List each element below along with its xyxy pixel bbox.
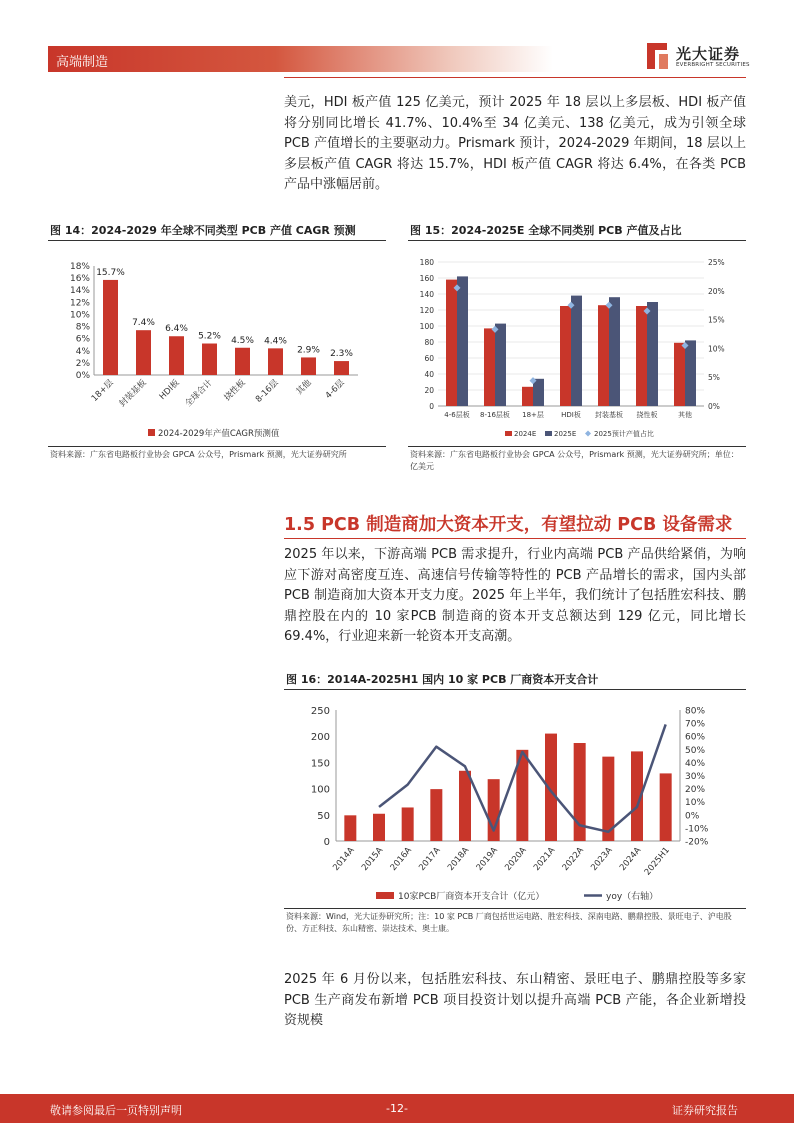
fig14-data-label: 15.7% bbox=[96, 267, 125, 278]
fig14-source: 资料来源：广东省电路板行业协会 GPCA 公众号，Prismark 预测，光大证券研究所 bbox=[50, 450, 347, 459]
fig15-y-tick-label: 0 bbox=[429, 402, 434, 411]
fig14-data-label: 5.2% bbox=[198, 331, 221, 342]
fig15-bar-2025e bbox=[495, 324, 506, 406]
fig14-bar bbox=[169, 336, 184, 375]
fig15-chart bbox=[408, 246, 748, 446]
fig16-y-tick-label: 250 bbox=[310, 706, 330, 717]
fig16-bar bbox=[430, 789, 442, 841]
fig16-x-tick-label: 2020A bbox=[503, 845, 529, 873]
fig16-y2-tick-label: 70% bbox=[685, 719, 706, 730]
fig15-bottom-rule bbox=[408, 446, 746, 447]
fig16-x-tick-label: 2015A bbox=[359, 845, 386, 873]
fig15-x-tick-label: 8-16层板 bbox=[480, 411, 510, 419]
fig16-chart bbox=[284, 694, 746, 908]
fig15-bar-2024e bbox=[636, 306, 647, 406]
fig14-y-tick-label: 16% bbox=[69, 274, 90, 285]
fig15-legend-swatch-share bbox=[585, 431, 591, 437]
fig15-x-tick-label: 挠性板 bbox=[636, 411, 658, 419]
fig15-y-tick-label: 160 bbox=[419, 274, 434, 283]
footer-disclaimer: 敬请参阅最后一页特别声明 bbox=[50, 1104, 182, 1117]
fig15-x-tick-label: 18+层 bbox=[522, 411, 544, 419]
fig15-y-tick-label: 100 bbox=[419, 322, 434, 331]
fig16-bottom-rule bbox=[284, 908, 746, 909]
fig16-x-tick-label: 2016A bbox=[388, 845, 414, 873]
header-bar bbox=[48, 46, 553, 72]
fig15-y-tick-label: 20 bbox=[424, 386, 434, 395]
fig14-x-tick-label: 18+层 bbox=[89, 378, 116, 404]
fig14-title: 图 14：2024-2029 年全球不同类型 PCB 产值 CAGR 预测 bbox=[50, 224, 356, 237]
logo-text-cn: 光大证券 bbox=[676, 45, 741, 63]
fig15-x-tick-label: HDI板 bbox=[561, 411, 581, 419]
fig16-title: 图 16：2014A-2025H1 国内 10 家 PCB 厂商资本开支合计 bbox=[286, 673, 599, 686]
fig15-bar-2025e bbox=[609, 297, 620, 406]
fig16-bar bbox=[373, 814, 385, 841]
fig16-y-tick-label: 100 bbox=[310, 784, 330, 796]
fig14-data-label: 4.4% bbox=[264, 336, 287, 347]
fig15-y2-tick-label: 0% bbox=[708, 402, 720, 411]
fig16-source: 资料来源：Wind，光大证券研究所；注：10 家 PCB 厂商包括世运电路、胜宏科技、深南电路、鹏鼎控股、景旺电子、沪电股份、方正科技、东山精密、崇达技术、奥士康。 bbox=[286, 912, 732, 933]
fig16-y-tick-label: 150 bbox=[310, 758, 330, 770]
fig15-y2-tick-label: 15% bbox=[708, 315, 725, 325]
fig15-top-rule bbox=[408, 240, 746, 241]
fig16-y2-tick-label: 0% bbox=[685, 811, 700, 822]
intro-paragraph: 美元，HDI 板产值 125 亿美元，预计 2025 年 18 层以上多层板、HDI 板产值将分别同比增长 41.7%、10.4%至 34 亿美元、138 亿美元，成为引领全球 PCB 产值增长的主要驱动力。Prismark 预计，2024-2029 年期间，18 层以上多层板产值 CAGR 将达 15.7%，HDI 板产值 CAGR 将达 6.4%，在各类 PCB 产品中涨幅居前。 bbox=[284, 95, 746, 192]
fig14-x-tick-label: 其他 bbox=[294, 378, 314, 398]
fig14-bar bbox=[301, 357, 316, 375]
fig15-bar-2025e bbox=[647, 302, 658, 406]
fig14-x-tick-label: 8-16层 bbox=[253, 378, 281, 405]
fig16-x-tick-label: 2024A bbox=[617, 845, 644, 873]
fig15-y2-tick-label: 10% bbox=[708, 344, 725, 354]
fig14-bottom-rule bbox=[48, 446, 386, 447]
footer-report-type: 证券研究报告 bbox=[672, 1104, 738, 1117]
fig16-y2-tick-label: 10% bbox=[685, 798, 706, 809]
fig16-bar bbox=[402, 807, 414, 841]
fig16-y-tick-label: 50 bbox=[317, 810, 330, 822]
fig15-y-tick-label: 40 bbox=[424, 370, 434, 379]
fig14-y-tick-label: 0% bbox=[75, 371, 90, 381]
brand-logo bbox=[644, 40, 754, 76]
fig15-bar-2025e bbox=[685, 340, 696, 406]
fig16-top-rule bbox=[284, 689, 746, 690]
header-rule bbox=[284, 77, 746, 78]
fig15-bar-2024e bbox=[522, 387, 533, 406]
fig15-bar-2025e bbox=[533, 379, 544, 406]
fig16-x-tick-label: 2017A bbox=[417, 845, 443, 873]
fig14-legend-swatch bbox=[148, 429, 155, 436]
fig14-y-tick-label: 6% bbox=[75, 334, 90, 345]
fig16-y2-tick-label: 40% bbox=[685, 758, 706, 769]
fig14-y-tick-label: 18% bbox=[69, 262, 90, 272]
fig14-x-tick-label: 挠性板 bbox=[222, 378, 248, 404]
fig15-y-tick-label: 140 bbox=[419, 290, 434, 299]
fig15-legend-label-share: 2025预计产值占比 bbox=[594, 430, 654, 438]
fig16-y-tick-label: 0 bbox=[323, 837, 330, 848]
fig14-bar bbox=[235, 348, 250, 375]
fig16-x-tick-label: 2023A bbox=[589, 845, 615, 873]
fig14-y-tick-label: 8% bbox=[75, 322, 90, 333]
fig16-legend-label-yoy: yoy（右轴） bbox=[606, 892, 659, 902]
fig15-y-tick-label: 180 bbox=[419, 258, 434, 267]
fig15-bar-2024e bbox=[484, 328, 495, 406]
fig15-y-tick-label: 80 bbox=[424, 338, 434, 347]
fig16-x-tick-label: 2018A bbox=[445, 845, 472, 873]
fig14-x-tick-label: 封装基板 bbox=[117, 378, 149, 410]
fig15-source: 资料来源：广东省电路板行业协会 GPCA 公众号，Prismark 预测，光大证券研究所；单位：亿美元 bbox=[410, 450, 739, 471]
fig14-bar bbox=[136, 330, 151, 375]
fig15-y2-tick-label: 20% bbox=[708, 286, 725, 296]
fig14-data-label: 2.9% bbox=[297, 345, 320, 356]
footer-page-number: -12- bbox=[386, 1102, 408, 1115]
fig15-legend-label-2024e: 2024E bbox=[514, 430, 537, 438]
fig16-y2-tick-label: 80% bbox=[685, 706, 706, 717]
fig15-y2-tick-label: 5% bbox=[708, 373, 720, 383]
fig16-y2-tick-label: 20% bbox=[685, 785, 706, 796]
fig16-bar bbox=[459, 771, 471, 841]
fig15-title: 图 15：2024-2025E 全球不同类别 PCB 产值及占比 bbox=[410, 224, 682, 237]
fig16-x-tick-label: 2021A bbox=[531, 845, 558, 873]
fig15-y-tick-label: 60 bbox=[424, 354, 434, 363]
fig15-legend-label-2025e: 2025E bbox=[554, 430, 577, 438]
fig14-chart bbox=[48, 246, 388, 446]
fig14-data-label: 7.4% bbox=[132, 318, 155, 329]
fig15-bar-2024e bbox=[560, 306, 571, 406]
section-paragraph: 2025 年以来，下游高端 PCB 需求提升，行业内高端 PCB 产品供给紧俏，为响应下游对高密度互连、高速信号传输等特性的 PCB 产品增长的需求，国内头部 PCB 制造商加大资本开支力度。2025 年上半年，我们统计了包括胜宏科技、鹏鼎控股在内的 10 家PCB 制造商的资本开支总额达到 129 亿元，同比增长 69.4%，行业迎来新一轮资本开支高潮。 bbox=[284, 547, 746, 644]
fig16-x-tick-label: 2014A bbox=[331, 845, 357, 873]
fig16-bar bbox=[660, 773, 672, 841]
fig14-y-tick-label: 2% bbox=[75, 358, 90, 369]
logo-mark-icon bbox=[644, 40, 672, 72]
section-heading: 1.5 PCB 制造商加大资本开支，有望拉动 PCB 设备需求 bbox=[284, 515, 733, 535]
fig15-x-tick-label: 其他 bbox=[678, 411, 692, 419]
fig16-y-tick-label: 200 bbox=[310, 732, 330, 744]
fig15-bar-2024e bbox=[598, 305, 609, 406]
fig14-legend-label: 2024-2029年产值CAGR预测值 bbox=[158, 429, 280, 439]
fig16-legend-label-capex: 10家PCB厂商资本开支合计（亿元） bbox=[398, 892, 545, 902]
fig14-top-rule bbox=[48, 240, 386, 241]
section-rule bbox=[284, 538, 746, 539]
fig16-legend-swatch-capex bbox=[376, 892, 394, 899]
fig14-y-tick-label: 12% bbox=[69, 298, 90, 309]
fig15-x-tick-label: 封装基板 bbox=[595, 411, 623, 419]
fig14-y-tick-label: 4% bbox=[75, 346, 90, 357]
fig15-y-tick-label: 120 bbox=[419, 306, 434, 315]
fig14-bar bbox=[268, 348, 283, 375]
fig14-y-tick-label: 14% bbox=[69, 286, 90, 297]
fig16-bar bbox=[344, 815, 356, 841]
fig14-data-label: 4.5% bbox=[231, 335, 254, 346]
fig15-x-tick-label: 4-6层板 bbox=[444, 411, 470, 419]
logo-text-en: EVERBRIGHT SECURITIES bbox=[676, 62, 750, 68]
fig14-x-tick-label: HDI板 bbox=[157, 378, 182, 403]
fig14-x-tick-label: 4-6层 bbox=[323, 378, 347, 401]
header-section-label: 高端制造 bbox=[56, 55, 109, 70]
fig15-y2-tick-label: 25% bbox=[708, 258, 725, 267]
fig14-y-tick-label: 10% bbox=[69, 310, 90, 321]
fig16-y2-tick-label: -10% bbox=[685, 824, 709, 835]
fig16-y2-tick-label: -20% bbox=[685, 837, 709, 848]
fig16-x-tick-label: 2022A bbox=[560, 845, 586, 873]
fig14-data-label: 6.4% bbox=[165, 324, 188, 335]
fig16-x-tick-label: 2019A bbox=[474, 845, 500, 873]
fig16-x-tick-label: 2025H1 bbox=[642, 845, 672, 878]
closing-paragraph: 2025 年 6 月份以来，包括胜宏科技、东山精密、景旺电子、鹏鼎控股等多家 PCB 生产商发布新增 PCB 项目投资计划以提升高端 PCB 产能，各企业新增投资规模 bbox=[284, 972, 746, 1028]
fig15-legend-swatch-2024e bbox=[505, 431, 512, 436]
fig15-bar-2024e bbox=[446, 280, 457, 406]
fig14-bar bbox=[334, 361, 349, 375]
fig15-bar-2025e bbox=[571, 296, 582, 406]
fig15-bar-2025e bbox=[457, 276, 468, 406]
fig14-bar bbox=[202, 344, 217, 375]
fig14-data-label: 2.3% bbox=[330, 349, 353, 360]
fig14-x-tick-label: 全球合计 bbox=[183, 378, 215, 410]
fig15-legend-swatch-2025e bbox=[545, 431, 552, 436]
fig15-bar-2024e bbox=[674, 343, 685, 406]
fig14-bar bbox=[103, 280, 118, 375]
fig16-y2-tick-label: 50% bbox=[685, 745, 706, 756]
fig16-y2-tick-label: 30% bbox=[685, 772, 706, 782]
fig16-y2-tick-label: 60% bbox=[685, 732, 706, 743]
